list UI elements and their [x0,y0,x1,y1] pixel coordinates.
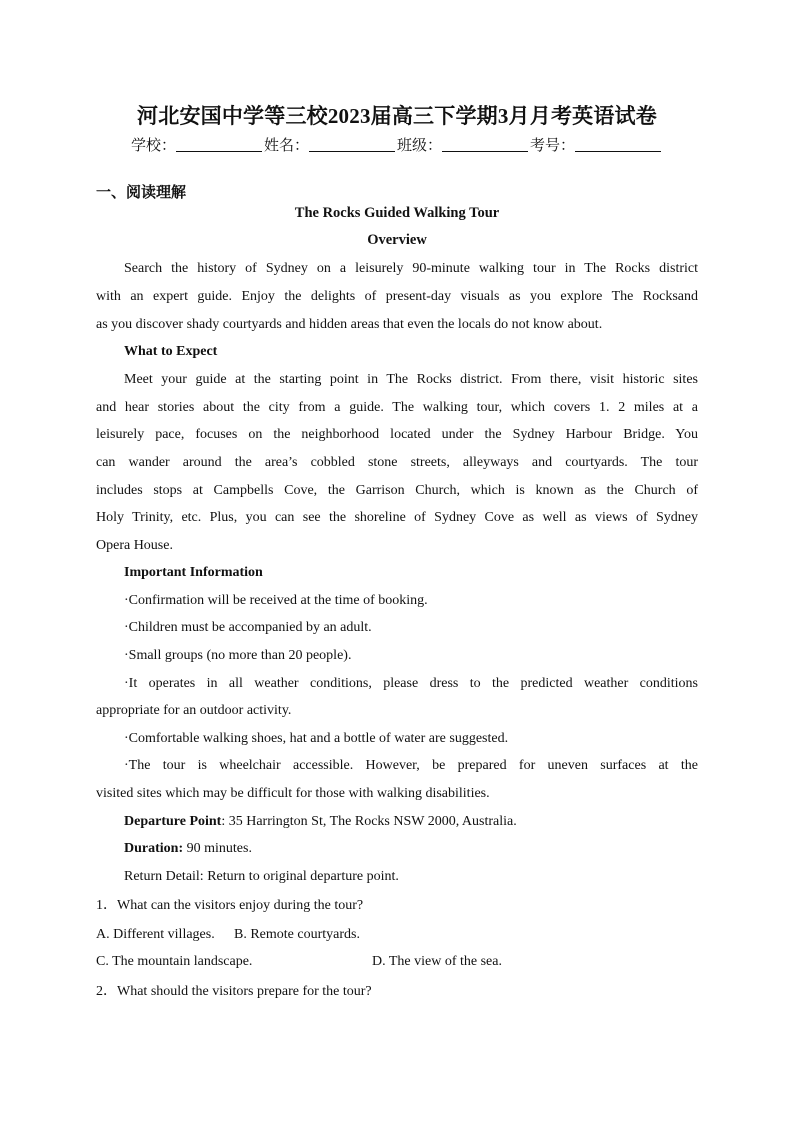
school-blank[interactable] [176,137,262,152]
info-item-groups: ·Small groups (no more than 20 people). [124,648,352,663]
info-item-children: ·Children must be accompanied by an adult. [124,620,372,635]
name-label: 姓名： [263,138,309,154]
info-shoes: ·Comfortable walking shoes, hat and a bottle of water are suggested. [124,731,509,746]
expect-line-4: can wander around the area’s cobbled stone streets, alleyways and courtyards. The tour [96,455,698,470]
departure-value: : 35 Harrington St, The Rocks NSW 2000, Australia. [221,814,517,829]
class-blank[interactable] [442,137,528,152]
overview-line-1: Search the history of Sydney on a leisurely 90-minute walking tour in The Rocks district [124,261,698,276]
expect-line-2: and hear stories about the city from a guide. The walking tour, which covers 1. 2 miles at a [96,400,698,415]
departure-point [124,813,698,831]
overview-line-3: as you discover shady courtyards and hidden areas that even the locals do not know about. [96,317,603,332]
question-1-stem: 1．What can the visitors enjoy during the tour? [96,898,364,913]
section-heading: 一、阅读理解 [96,185,187,201]
question-2-stem: 2．What should the visitors prepare for the tour? [96,984,372,999]
class-label: 班级： [397,138,443,154]
exam-title: 河北安国中学等三校2023届高三下学期3月月考英语试卷 [137,104,657,128]
passage-title: The Rocks Guided Walking Tour [294,205,500,221]
number-label: 考号： [530,138,576,154]
question-1-option-d[interactable]: D. The view of the sea. [372,954,502,969]
expect-line-1: Meet your guide at the starting point in The Rocks district. From there, visit historic sites [124,372,698,387]
student-info-row [0,134,794,155]
expect-line-3: leisurely pace, focuses on the neighborhood located under the Sydney Harbour Bridge. You [96,427,698,442]
info-wheelchair-line-1: ·The tour is wheelchair accessible. However, be prepared for uneven surfaces at the [124,758,698,773]
duration-value: 90 minutes. [183,841,252,856]
expect-line-5: includes stops at Campbells Cove, the Garrison Church, which is known as the Church of [96,483,698,498]
info-item-confirmation: ·Confirmation will be received at the time of booking. [124,593,428,608]
departure-label: Departure Point [124,814,222,829]
expect-line-7: Opera House. [96,538,173,553]
overview-heading: Overview [367,232,427,248]
question-1-option-b[interactable]: B. Remote courtyards. [234,927,360,942]
return-detail: Return Detail: Return to original departure point. [124,869,399,884]
number-blank[interactable] [575,137,661,152]
question-1-option-c[interactable]: C. The mountain landscape. [96,954,253,969]
info-wheelchair-line-2: visited sites which may be difficult for those with walking disabilities. [96,786,490,801]
duration-label: Duration: [124,841,184,856]
question-1-option-a[interactable]: A. Different villages. [96,927,215,942]
duration [124,840,698,858]
school-label: 学校： [130,138,176,154]
overview-line-2: with an expert guide. Enjoy the delights of present-day visuals as you explore The Rocksand [96,289,698,304]
name-blank[interactable] [309,137,395,152]
expect-heading: What to Expect [124,344,218,359]
info-weather-line-2: appropriate for an outdoor activity. [96,703,292,718]
info-heading: Important Information [124,565,263,580]
expect-line-6: Holy Trinity, etc. Plus, you can see the shoreline of Sydney Cove as well as views of Sydney [96,510,698,525]
info-weather-line-1: ·It operates in all weather conditions, please dress to the predicted weather conditions [124,676,698,691]
